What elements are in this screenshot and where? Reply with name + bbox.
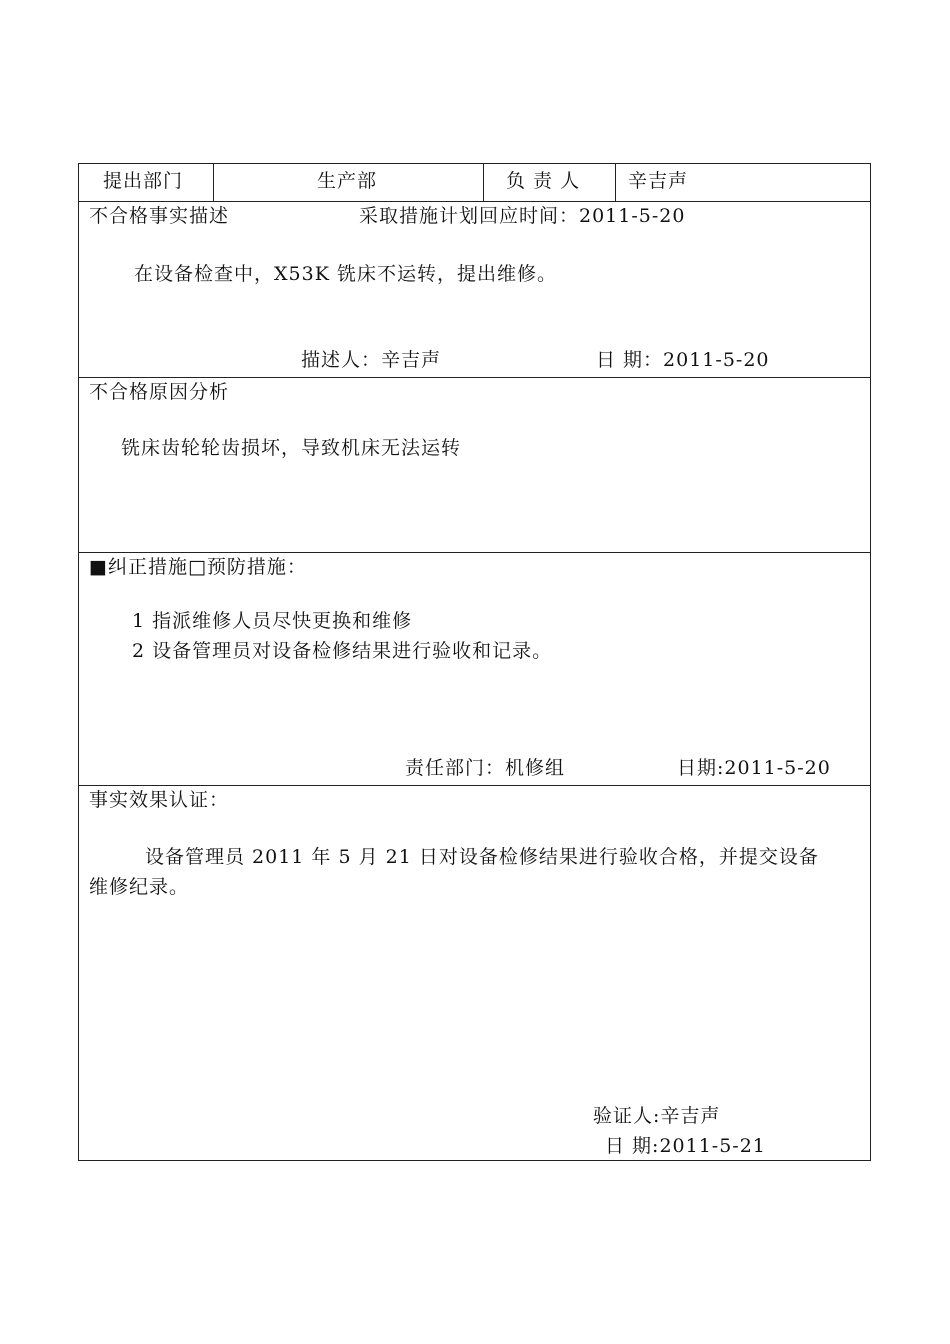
cause-content: 铣床齿轮轮齿损坏，导致机床无法运转 [121, 437, 462, 459]
dept-label: 提出部门 [103, 170, 184, 192]
facts-section [79, 202, 870, 378]
action-item: 1 指派维修人员尽快更换和维修 [132, 610, 413, 632]
header-row [79, 164, 870, 202]
cause-label: 不合格原因分析 [89, 381, 230, 403]
facts-content: 在设备检查中，X53K 铣床不运转，提出维修。 [134, 263, 557, 285]
verification-content: 设备管理员 2011 年 5 月 21 日对设备检修结果进行验收合格，并提交设备 [145, 846, 819, 868]
owner-label-cell [484, 164, 616, 201]
verifier: 验证人:辛吉声 [593, 1105, 721, 1127]
facts-date: 日 期：2011-5-20 [596, 349, 770, 371]
verification-date: 日 期:2011-5-21 [605, 1135, 766, 1157]
facts-describer: 描述人：辛吉声 [301, 349, 442, 371]
verification-section [79, 786, 870, 1162]
verification-content-cont: 维修纪录。 [89, 876, 190, 898]
action-responsible: 责任部门：机修组 [405, 757, 566, 779]
action-item: 2 设备管理员对设备检修结果进行验收和记录。 [132, 640, 553, 662]
action-section [79, 553, 870, 786]
dept-label-cell [79, 164, 214, 201]
owner-value-cell [616, 164, 870, 201]
action-label: ■纠正措施□预防措施： [89, 556, 307, 578]
owner-value: 辛吉声 [628, 170, 689, 192]
cause-section [79, 378, 870, 553]
dept-value: 生产部 [317, 170, 378, 192]
response-time: 采取措施计划回应时间：2011-5-20 [359, 205, 686, 227]
facts-label: 不合格事实描述 [89, 205, 230, 227]
nonconformity-form [78, 163, 871, 1161]
dept-value-cell [214, 164, 484, 201]
action-date: 日期:2011-5-20 [677, 757, 831, 779]
owner-label: 负 责 人 [506, 170, 581, 192]
verification-label: 事实效果认证： [89, 789, 230, 811]
